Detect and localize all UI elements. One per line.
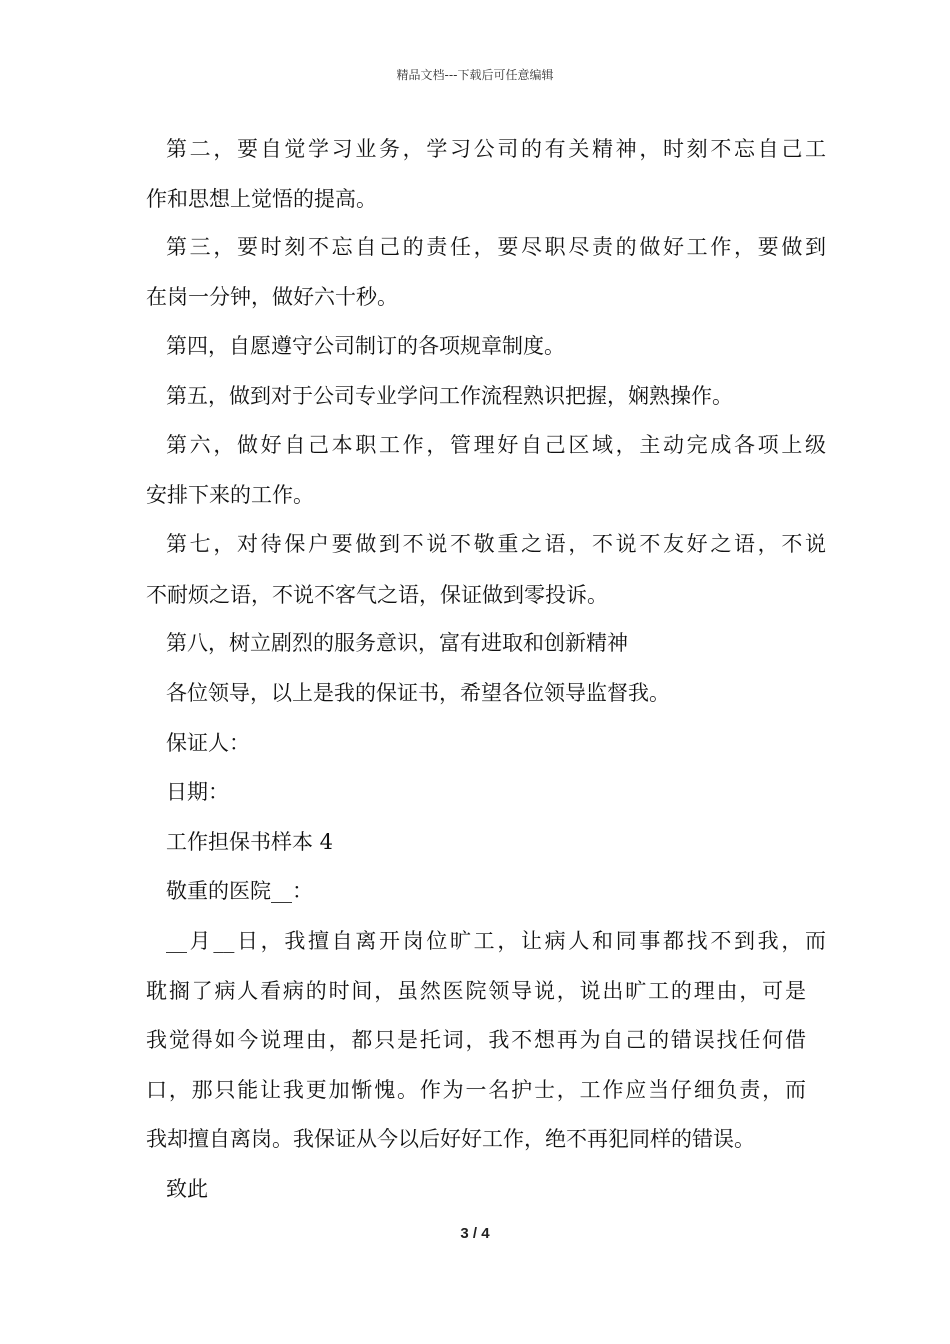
paragraph-line: 在岗一分钟，做好六十秒。 — [146, 285, 398, 309]
paragraph-line: 耽搁了病人看病的时间，虽然医院领导说，说出旷工的理由，可是 — [146, 979, 806, 1003]
paragraph-line: 不耐烦之语，不说不客气之语，保证做到零投诉。 — [146, 583, 608, 607]
page-number: 3 / 4 — [460, 1225, 490, 1242]
date-label: 日期： — [166, 780, 229, 804]
paragraph-line: 第七，对待保户要做到不说不敬重之语，不说不友好之语，不说 — [166, 532, 826, 556]
paragraph-line: 第八，树立剧烈的服务意识，富有进取和创新精神 — [166, 631, 628, 655]
paragraph-line: 口，那只能让我更加惭愧。作为一名护士，工作应当仔细负责，而 — [146, 1078, 806, 1102]
closing-line: 致此 — [166, 1177, 208, 1201]
paragraph-line: 各位领导，以上是我的保证书，希望各位领导监督我。 — [166, 681, 670, 705]
paragraph-line: 第四，自愿遵守公司制订的各项规章制度。 — [166, 334, 565, 358]
paragraph-line: 第五，做到对于公司专业学问工作流程熟识把握，娴熟操作。 — [166, 384, 733, 408]
paragraph-line: 我觉得如今说理由，都只是托词，我不想再为自己的错误找任何借 — [146, 1028, 806, 1052]
paragraph-line: __月__日，我擅自离开岗位旷工，让病人和同事都找不到我，而 — [166, 929, 826, 953]
paragraph-line: 作和思想上觉悟的提高。 — [146, 187, 377, 211]
section-title: 工作担保书样本 4 — [166, 830, 334, 854]
paragraph-line: 第六，做好自己本职工作，管理好自己区域，主动完成各项上级 — [166, 433, 826, 457]
paragraph-line: 安排下来的工作。 — [146, 483, 314, 507]
guarantor-label: 保证人： — [166, 731, 250, 755]
paragraph-line: 我却擅自离岗。我保证从今以后好好工作，绝不再犯同样的错误。 — [146, 1127, 755, 1151]
paragraph-line: 第二，要自觉学习业务，学习公司的有关精神，时刻不忘自己工 — [166, 137, 826, 161]
paragraph-line: 第三，要时刻不忘自己的责任，要尽职尽责的做好工作，要做到 — [166, 235, 826, 259]
salutation: 敬重的医院__： — [166, 879, 313, 903]
page-header: 精品文档---下载后可任意编辑 — [396, 68, 554, 82]
